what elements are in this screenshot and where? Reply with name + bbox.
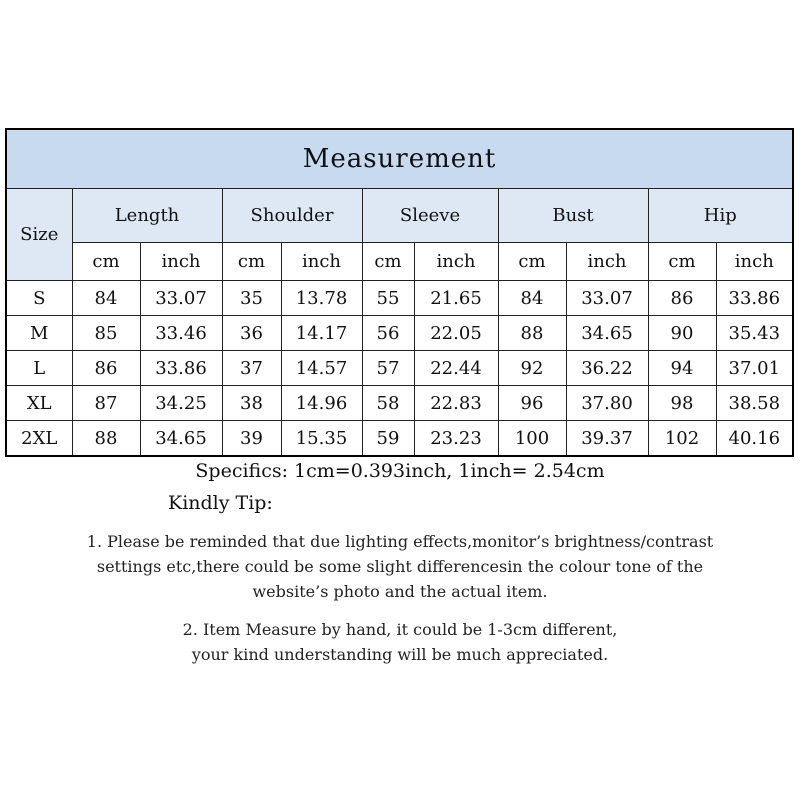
size-cell: L: [6, 351, 72, 386]
tip-note-2: [0, 617, 800, 667]
measurement-cell: 58: [362, 386, 414, 421]
unit-cm: cm: [648, 243, 716, 281]
unit-conversion-note: Specifics: 1cm=0.393inch, 1inch= 2.54cm: [195, 460, 605, 482]
measurement-cell: 34.65: [140, 421, 222, 457]
unit-cm: cm: [362, 243, 414, 281]
measurement-cell: 92: [498, 351, 566, 386]
measurement-cell: 13.78: [281, 281, 362, 316]
unit-inch: inch: [281, 243, 362, 281]
measurement-cell: 39.37: [566, 421, 648, 457]
size-chart-table: [5, 128, 794, 457]
unit-inch: inch: [716, 243, 793, 281]
table-row: [6, 351, 793, 386]
unit-inch: inch: [140, 243, 222, 281]
column-header-hip: Hip: [648, 189, 793, 243]
column-header-bust: Bust: [498, 189, 648, 243]
measurement-cell: 88: [72, 421, 140, 457]
measurement-cell: 37.80: [566, 386, 648, 421]
tip-note-1-line: settings etc,there could be some slight differencesin the colour tone of the: [96, 557, 704, 576]
size-cell: XL: [6, 386, 72, 421]
column-header-row: [6, 189, 793, 243]
measurement-cell: 36: [222, 316, 281, 351]
unit-inch: inch: [414, 243, 498, 281]
column-header-sleeve: Sleeve: [362, 189, 498, 243]
measurement-cell: 22.83: [414, 386, 498, 421]
measurement-cell: 40.16: [716, 421, 793, 457]
measurement-cell: 86: [72, 351, 140, 386]
measurement-cell: 38: [222, 386, 281, 421]
measurement-cell: 57: [362, 351, 414, 386]
measurement-cell: 34.25: [140, 386, 222, 421]
measurement-cell: 23.23: [414, 421, 498, 457]
size-cell: S: [6, 281, 72, 316]
column-header-length: Length: [72, 189, 222, 243]
unit-cm: cm: [498, 243, 566, 281]
measurement-cell: 35.43: [716, 316, 793, 351]
measurement-cell: 55: [362, 281, 414, 316]
table-row: [6, 316, 793, 351]
unit-cm: cm: [222, 243, 281, 281]
measurement-cell: 59: [362, 421, 414, 457]
measurement-cell: 33.46: [140, 316, 222, 351]
measurement-cell: 86: [648, 281, 716, 316]
measurement-cell: 37.01: [716, 351, 793, 386]
measurement-cell: 22.44: [414, 351, 498, 386]
measurement-cell: 21.65: [414, 281, 498, 316]
tip-note-2-line: 2. Item Measure by hand, it could be 1-3cm different,: [182, 620, 618, 639]
size-column-header: Size: [6, 189, 72, 281]
tip-note-1-line: website’s photo and the actual item.: [252, 582, 548, 601]
measurement-cell: 14.17: [281, 316, 362, 351]
table-row: [6, 421, 793, 457]
unit-inch: inch: [566, 243, 648, 281]
measurement-cell: 22.05: [414, 316, 498, 351]
measurement-cell: 36.22: [566, 351, 648, 386]
measurement-cell: 100: [498, 421, 566, 457]
table-row: [6, 281, 793, 316]
tip-note-1: [0, 529, 800, 604]
measurement-cell: 88: [498, 316, 566, 351]
measurement-cell: 84: [498, 281, 566, 316]
measurement-cell: 14.96: [281, 386, 362, 421]
tip-note-1-line: 1. Please be reminded that due lighting effects,monitor’s brightness/contrast: [86, 532, 714, 551]
measurement-cell: 33.86: [140, 351, 222, 386]
measurement-cell: 38.58: [716, 386, 793, 421]
measurement-cell: 37: [222, 351, 281, 386]
column-header-shoulder: Shoulder: [222, 189, 362, 243]
measurement-cell: 15.35: [281, 421, 362, 457]
measurement-cell: 34.65: [566, 316, 648, 351]
unit-header-row: [6, 243, 793, 281]
table-row: [6, 386, 793, 421]
measurement-cell: 87: [72, 386, 140, 421]
size-cell: 2XL: [6, 421, 72, 457]
measurement-cell: 56: [362, 316, 414, 351]
measurement-cell: 85: [72, 316, 140, 351]
measurement-cell: 33.86: [716, 281, 793, 316]
measurement-cell: 84: [72, 281, 140, 316]
measurement-cell: 94: [648, 351, 716, 386]
tip-note-2-line: your kind understanding will be much appreciated.: [191, 645, 609, 664]
measurement-cell: 35: [222, 281, 281, 316]
unit-cm: cm: [72, 243, 140, 281]
measurement-cell: 33.07: [140, 281, 222, 316]
tip-title: Kindly Tip:: [168, 492, 273, 514]
measurement-cell: 102: [648, 421, 716, 457]
measurement-cell: 96: [498, 386, 566, 421]
size-cell: M: [6, 316, 72, 351]
measurement-cell: 14.57: [281, 351, 362, 386]
table-title: Measurement: [6, 129, 793, 189]
measurement-cell: 33.07: [566, 281, 648, 316]
measurement-cell: 39: [222, 421, 281, 457]
measurement-cell: 90: [648, 316, 716, 351]
measurement-cell: 98: [648, 386, 716, 421]
